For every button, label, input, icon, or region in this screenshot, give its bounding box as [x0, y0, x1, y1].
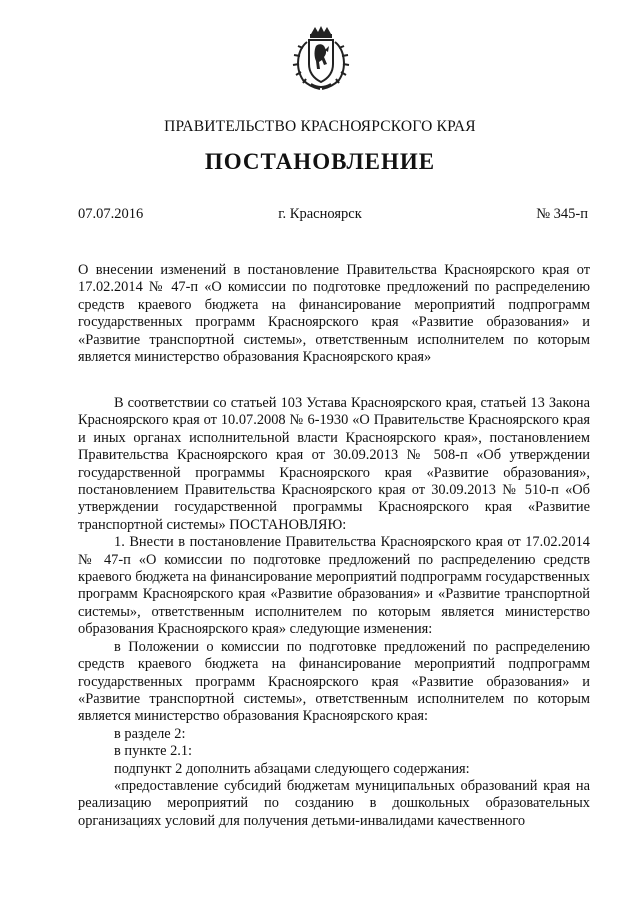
body-paragraph: в Положении о комиссии по подготовке предложений по распределению средств краевого бюджета на финансирование мероприятий подпрограмм государственных программ Красноярского края «Развитие образования» и «Развитие транспортной системы», ответственным исполнителем по которым является министерство образования Красноярского края: — [78, 638, 590, 725]
document-city: г. Красноярск — [278, 206, 362, 222]
document-body — [78, 395, 590, 830]
body-paragraph: в разделе 2: — [114, 725, 186, 742]
document-date: 07.07.2016 — [78, 206, 144, 222]
body-paragraph: в пункте 2.1: — [114, 743, 193, 760]
document-subject: О внесении изменений в постановление Правительства Красноярского края от 17.02.2014 № 47-п «О комиссии по подготовке предложений по распределению средств краевого бюджета на финансирование мероприятий подпрограмм государственных программ Красноярского края «Развитие образования» и «Развитие транспортной системы», ответственным исполнителем по которым является министерство образования Красноярского края» — [78, 262, 590, 366]
document-number: № 345-п — [536, 206, 588, 222]
body-paragraph: «предоставление субсидий бюджетам муниципальных образований края на реализацию мероприятий по созданию в дошкольных образовательных организациях условий для получения детьми-инвалидами качественного — [78, 777, 590, 829]
coat-of-arms-icon — [289, 24, 353, 92]
body-paragraph: подпункт 2 дополнить абзацами следующего содержания: — [114, 760, 470, 777]
body-paragraph: 1. Внести в постановление Правительства Красноярского края от 17.02.2014 № 47-п «О комиссии по подготовке предложений по распределению средств краевого бюджета на финансирование мероприятий подпрограмм государственных программ Красноярского края «Развитие образования» и «Развитие транспортной системы», ответственным исполнителем по которым является министерство образования Красноярского края» следующие изменения: — [78, 534, 590, 638]
government-name: ПРАВИТЕЛЬСТВО КРАСНОЯРСКОГО КРАЯ — [164, 118, 476, 135]
preamble-paragraph: В соответствии со статьей 103 Устава Красноярского края, статьей 13 Закона Красноярского края от 10.07.2008 № 6-1930 «О Правительстве Красноярского края и иных органах исполнительной власти Красноярского края», постановлением Правительства Красноярского края от 30.09.2013 № 508-п «Об утверждении государственной программы Красноярского края «Развитие образования», постановлением Правительства Красноярского края от 30.09.2013 № 510-п «Об утверждении государственной программы Красноярского края «Развитие транспортной системы» ПОСТАНОВЛЯЮ: — [78, 395, 590, 533]
document-type: ПОСТАНОВЛЕНИЕ — [204, 149, 436, 174]
